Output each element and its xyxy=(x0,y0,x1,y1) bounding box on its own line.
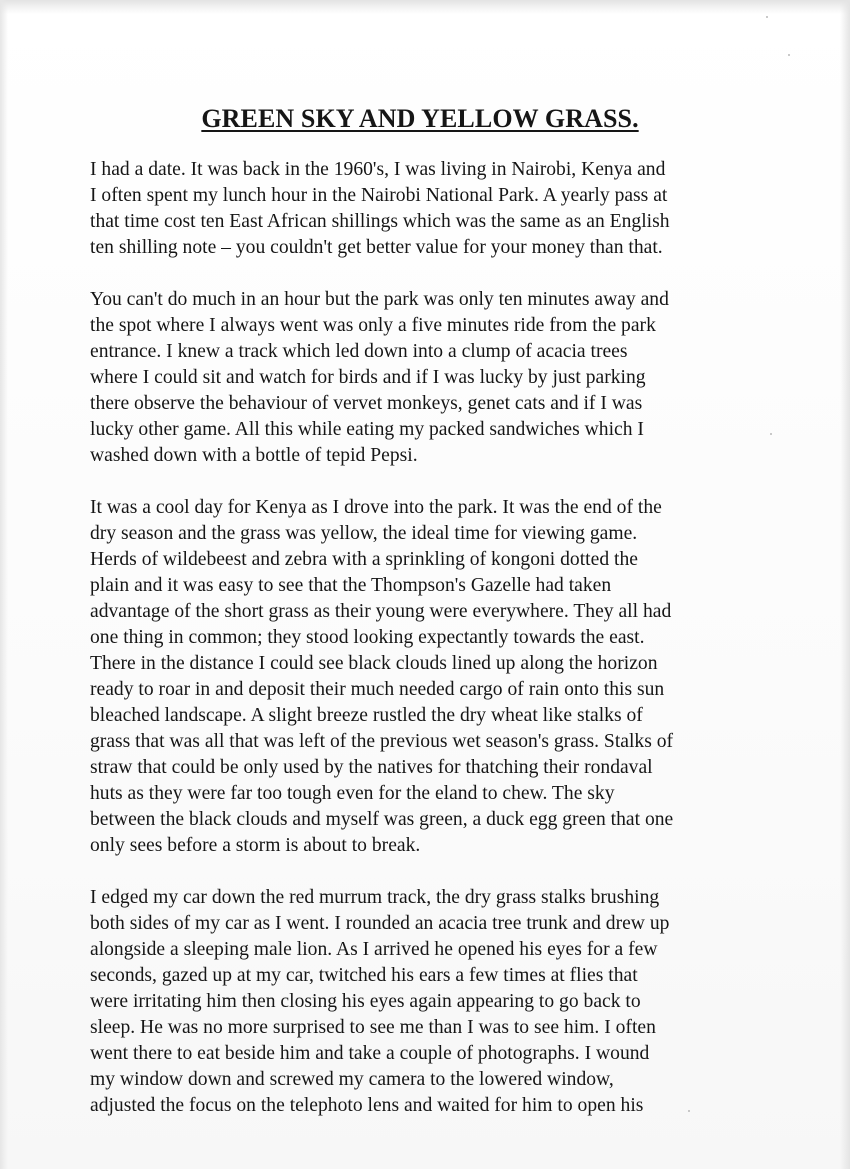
text-line: Herds of wildebeest and zebra with a sprinkling of kongoni dotted the xyxy=(90,549,638,570)
text-line: alongside a sleeping male lion. As I arrived he opened his eyes for a few xyxy=(90,939,658,960)
text-line: both sides of my car as I went. I rounded an acacia tree trunk and drew up xyxy=(90,913,670,934)
text-line: adjusted the focus on the telephoto lens and waited for him to open his xyxy=(90,1095,644,1116)
scan-speck xyxy=(688,1110,690,1112)
scan-speck xyxy=(788,54,790,56)
text-line: It was a cool day for Kenya as I drove into the park. It was the end of the xyxy=(90,497,662,518)
text-line: I edged my car down the red murrum track, the dry grass stalks brushing xyxy=(90,887,660,908)
text-line: ten shilling note – you couldn't get better value for your money than that. xyxy=(90,237,663,258)
text-line: my window down and screwed my camera to the lowered window, xyxy=(90,1069,614,1090)
text-line: You can't do much in an hour but the park was only ten minutes away and xyxy=(90,289,669,310)
page-top-edge xyxy=(0,0,850,14)
text-line: went there to eat beside him and take a couple of photographs. I wound xyxy=(90,1043,650,1064)
text-line: only sees before a storm is about to break. xyxy=(90,835,421,856)
paragraph xyxy=(90,287,760,469)
paragraph xyxy=(90,157,760,261)
text-line: were irritating him then closing his eyes again appearing to go back to xyxy=(90,991,641,1012)
page-left-edge xyxy=(0,0,8,1169)
text-line: there observe the behaviour of vervet monkeys, genet cats and if I was xyxy=(90,393,643,414)
text-line: dry season and the grass was yellow, the ideal time for viewing game. xyxy=(90,523,638,544)
text-line: seconds, gazed up at my car, twitched his ears a few times at flies that xyxy=(90,965,638,986)
text-line: washed down with a bottle of tepid Pepsi. xyxy=(90,445,418,466)
text-line: the spot where I always went was only a five minutes ride from the park xyxy=(90,315,656,336)
text-line: I often spent my lunch hour in the Nairobi National Park. A yearly pass at xyxy=(90,185,668,206)
page-right-edge xyxy=(840,0,850,1169)
text-line: that time cost ten East African shillings which was the same as an English xyxy=(90,211,670,232)
text-line: between the black clouds and myself was green, a duck egg green that one xyxy=(90,809,674,830)
document-title: GREEN SKY AND YELLOW GRASS. xyxy=(201,104,639,133)
text-line: I had a date. It was back in the 1960's, I was living in Nairobi, Kenya and xyxy=(90,159,666,180)
scan-speck xyxy=(770,433,772,435)
text-line: huts as they were far too tough even for the eland to chew. The sky xyxy=(90,783,615,804)
text-line: There in the distance I could see black clouds lined up along the horizon xyxy=(90,653,658,674)
text-line: entrance. I knew a track which led down into a clump of acacia trees xyxy=(90,341,628,362)
text-line: bleached landscape. A slight breeze rustled the dry wheat like stalks of xyxy=(90,705,643,726)
text-line: straw that could be only used by the natives for thatching their rondaval xyxy=(90,757,653,778)
paragraph xyxy=(90,885,760,1119)
text-line: sleep. He was no more surprised to see me than I was to see him. I often xyxy=(90,1017,656,1038)
text-line: where I could sit and watch for birds and if I was lucky by just parking xyxy=(90,367,646,388)
text-line: ready to roar in and deposit their much needed cargo of rain onto this sun xyxy=(90,679,665,700)
scan-speck xyxy=(766,16,768,18)
text-line: grass that was all that was left of the previous wet season's grass. Stalks of xyxy=(90,731,674,752)
paragraph xyxy=(90,495,760,859)
document-body xyxy=(90,157,760,1145)
text-line: lucky other game. All this while eating my packed sandwiches which I xyxy=(90,419,644,440)
text-line: plain and it was easy to see that the Thompson's Gazelle had taken xyxy=(90,575,612,596)
text-line: advantage of the short grass as their young were everywhere. They all had xyxy=(90,601,672,622)
text-line: one thing in common; they stood looking expectantly towards the east. xyxy=(90,627,645,648)
